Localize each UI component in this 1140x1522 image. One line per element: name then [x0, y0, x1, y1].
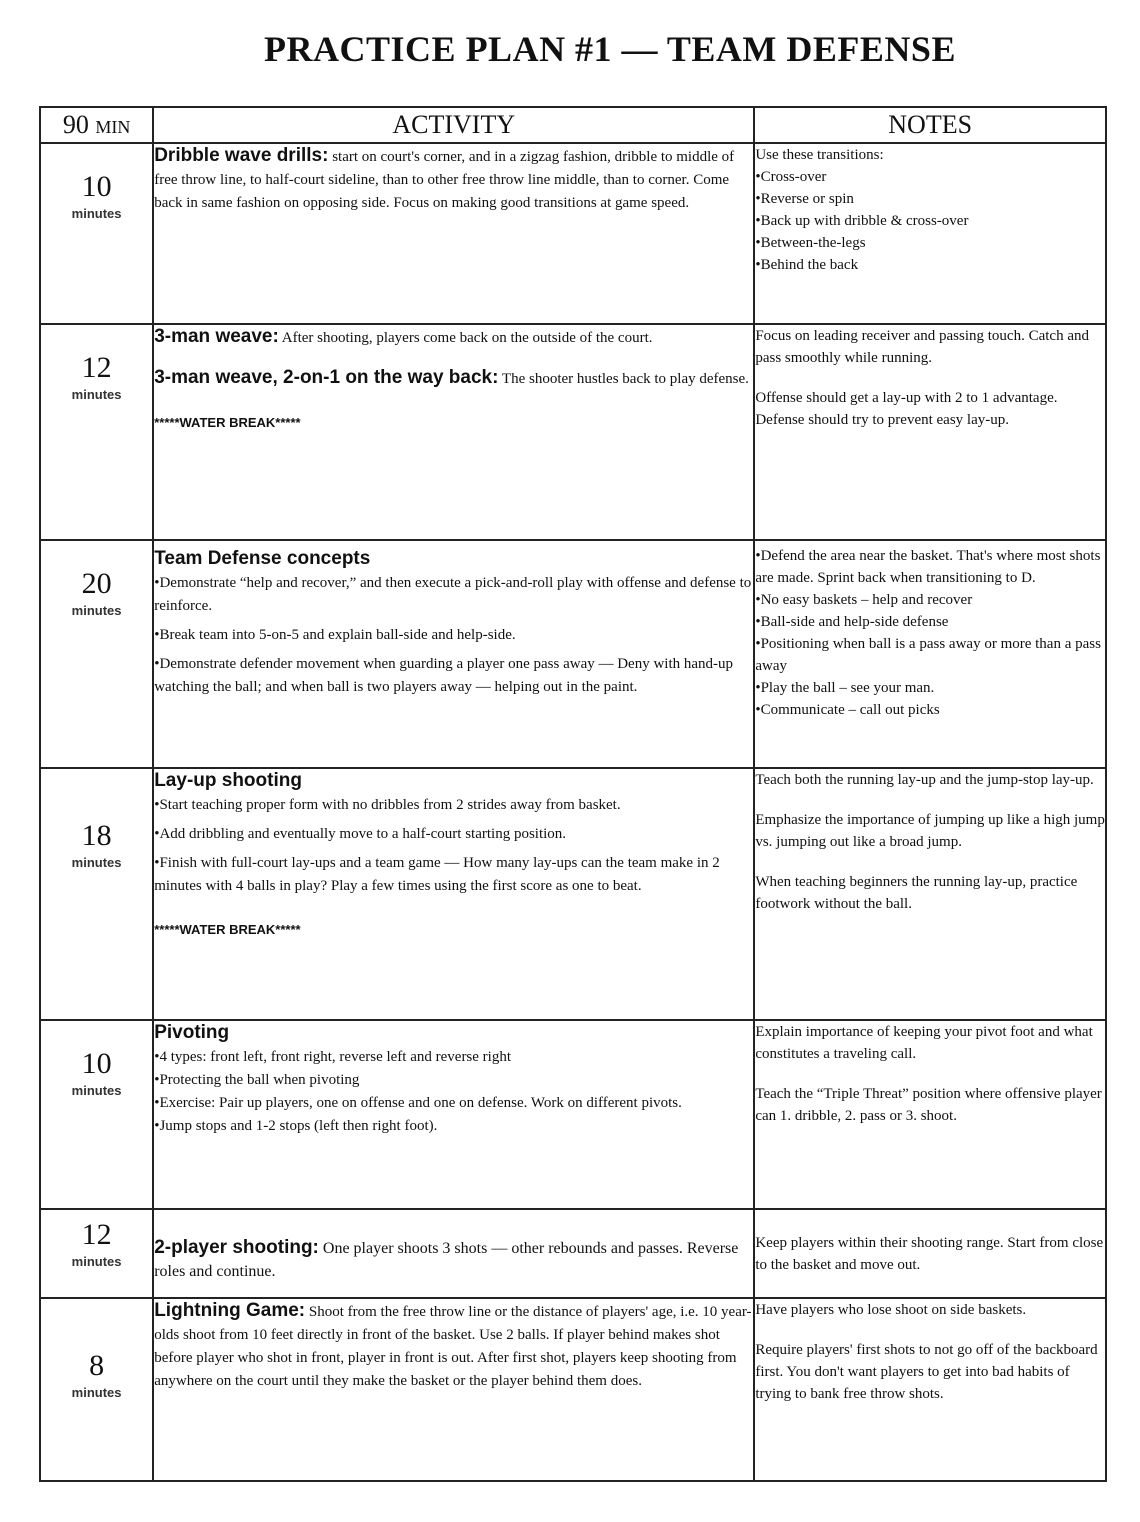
notes-cell — [754, 1020, 1106, 1209]
notes-cell — [754, 540, 1106, 768]
duration-unit: minutes — [71, 1083, 122, 1098]
activity-description: Shoot from the free throw line or the distance of players' age, i.e. 10 year-olds shoot from 10 feet directly in front of the basket. Use 2 balls. If player behind makes shot before player who shot in front, player in front is out. After first shot, players keep shooting from anywhere on the court until they make the basket or the player behind them does. — [154, 1304, 752, 1389]
activity-list — [154, 572, 753, 699]
list-item: • Reverse or spin — [755, 188, 1105, 210]
notes-paragraph: Keep players within their shooting range. Start from close to the basket and move out. — [755, 1235, 1104, 1273]
duration-number: 8 — [89, 1349, 105, 1382]
duration-cell — [40, 1020, 153, 1209]
activity-cell — [153, 1020, 754, 1209]
duration-number: 18 — [81, 819, 112, 852]
duration-cell — [40, 1209, 153, 1298]
list-item: • Finish with full-court lay-ups and a team game — How many lay-ups can the team make in 2 minutes with 4 balls in play? Play a few times using the first score as one to beat. — [154, 852, 753, 898]
notes-cell — [754, 768, 1106, 1020]
table-row — [40, 1209, 1106, 1298]
list-item: • Play the ball – see your man. — [755, 677, 1105, 699]
notes-cell — [754, 1209, 1106, 1298]
duration-unit: minutes — [71, 387, 122, 402]
activity-cell — [153, 1209, 754, 1298]
list-item: • 4 types: front left, front right, reverse left and reverse right — [154, 1046, 753, 1069]
notes-paragraph: Have players who lose shoot on side baskets. — [755, 1302, 1027, 1318]
notes-paragraph: Teach both the running lay-up and the jump-stop lay-up. — [755, 772, 1094, 788]
table-header-row — [40, 107, 1106, 143]
notes-cell — [754, 143, 1106, 324]
duration-cell — [40, 540, 153, 768]
list-item: • Add dribbling and eventually move to a half-court starting position. — [154, 823, 753, 846]
practice-plan-table — [39, 106, 1107, 1482]
duration-unit: minutes — [71, 206, 122, 221]
list-item: • Back up with dribble & cross-over — [755, 210, 1105, 232]
notes-cell — [754, 1298, 1106, 1481]
list-item: • Defend the area near the basket. That's where most shots are made. Sprint back when transitioning to D. — [755, 545, 1105, 589]
activity-description: The shooter hustles back to play defense. — [501, 371, 749, 387]
list-item: • Communicate – call out picks — [755, 699, 1105, 721]
notes-paragraph: Focus on leading receiver and passing touch. Catch and pass smoothly while running. — [755, 328, 1089, 366]
notes-cell — [754, 324, 1106, 540]
list-item: • Exercise: Pair up players, one on offense and one on defense. Work on different pivots. — [154, 1092, 753, 1115]
list-item: • Between-the-legs — [755, 232, 1105, 254]
duration-cell — [40, 1298, 153, 1481]
activity-heading: 3-man weave, 2-on-1 on the way back: — [154, 367, 499, 388]
list-item: • Positioning when ball is a pass away or more than a pass away — [755, 633, 1105, 677]
notes-column-header: NOTES — [754, 107, 1106, 143]
list-item: • Demonstrate “help and recover,” and then execute a pick-and-roll play with offense and defense to reinforce. — [154, 572, 753, 618]
table-row — [40, 1020, 1106, 1209]
duration-number: 12 — [81, 351, 112, 384]
list-item: • Protecting the ball when pivoting — [154, 1069, 753, 1092]
notes-paragraph: Emphasize the importance of jumping up like a high jump vs. jumping out like a broad jump. — [755, 812, 1105, 850]
activity-column-header: ACTIVITY — [153, 107, 754, 143]
total-minutes: 90 — [62, 110, 89, 139]
page-title: PRACTICE PLAN #1 — TEAM DEFENSE — [264, 29, 956, 69]
list-item: • Break team into 5-on-5 and explain ball-side and help-side. — [154, 624, 753, 647]
table-row — [40, 768, 1106, 1020]
activity-list — [154, 794, 753, 898]
notes-list — [755, 166, 1105, 276]
notes-paragraph: When teaching beginners the running lay-up, practice footwork without the ball. — [755, 874, 1078, 912]
duration-unit: minutes — [71, 603, 122, 618]
activity-heading: Lightning Game: — [154, 1300, 306, 1321]
duration-cell — [40, 324, 153, 540]
activity-cell — [153, 143, 754, 324]
list-item: • Cross-over — [755, 166, 1105, 188]
table-row — [40, 540, 1106, 768]
activity-cell — [153, 1298, 754, 1481]
activity-cell — [153, 540, 754, 768]
table-row — [40, 1298, 1106, 1481]
notes-list — [755, 545, 1105, 721]
duration-cell — [40, 768, 153, 1020]
list-item: • Start teaching proper form with no dribbles from 2 strides away from basket. — [154, 794, 753, 817]
notes-paragraph: Teach the “Triple Threat” position where offensive player can 1. dribble, 2. pass or 3. shoot. — [755, 1086, 1102, 1124]
activity-list — [154, 1046, 753, 1138]
duration-number: 10 — [81, 170, 112, 203]
activity-heading: Lay-up shooting — [154, 770, 302, 791]
list-item: • Behind the back — [755, 254, 1105, 276]
duration-unit: minutes — [71, 855, 122, 870]
duration-number: 20 — [81, 567, 112, 600]
duration-number: 12 — [81, 1218, 112, 1251]
activity-heading: Pivoting — [154, 1022, 230, 1043]
list-item: • Demonstrate defender movement when guarding a player one pass away — Deny with hand-up watching the ball; and when ball is two players away — helping out in the paint. — [154, 653, 753, 699]
activity-heading: Dribble wave drills: — [154, 145, 329, 166]
notes-paragraph: Explain importance of keeping your pivot foot and what constitutes a traveling call. — [755, 1024, 1093, 1062]
activity-heading: 2-player shooting: — [154, 1237, 319, 1258]
list-item: • Ball-side and help-side defense — [755, 611, 1105, 633]
minutes-column-header — [40, 107, 153, 143]
water-break-label: *****WATER BREAK***** — [154, 922, 301, 937]
minutes-unit-label: MIN — [95, 117, 131, 137]
notes-intro: Use these transitions: — [755, 147, 884, 163]
activity-description: After shooting, players come back on the outside of the court. — [281, 330, 653, 346]
activity-description: start on court's corner, and in a zigzag fashion, dribble to middle of free throw line, to half-court sideline, than to other free throw line middle, than to corner. Come back in same fashion on opposing side. Focus on making good transitions at game speed. — [154, 149, 735, 211]
table-row — [40, 143, 1106, 324]
list-item: • Jump stops and 1-2 stops (left then right foot). — [154, 1115, 753, 1138]
activity-cell — [153, 324, 754, 540]
duration-unit: minutes — [71, 1254, 122, 1269]
notes-paragraph: Offense should get a lay-up with 2 to 1 advantage. Defense should try to prevent easy lay-up. — [755, 390, 1058, 428]
table-row — [40, 324, 1106, 540]
duration-number: 10 — [81, 1047, 112, 1080]
water-break-label: *****WATER BREAK***** — [154, 415, 301, 430]
list-item: • No easy baskets – help and recover — [755, 589, 1105, 611]
duration-cell — [40, 143, 153, 324]
activity-description: One player shoots 3 shots — other rebounds and passes. Reverse roles and continue. — [154, 1240, 739, 1280]
duration-unit: minutes — [71, 1385, 122, 1400]
activity-heading: 3-man weave: — [154, 326, 279, 347]
notes-paragraph: Require players' first shots to not go off of the backboard first. You don't want players to get into bad habits of trying to bank free throw shots. — [755, 1342, 1098, 1402]
activity-cell — [153, 768, 754, 1020]
activity-heading: Team Defense concepts — [154, 548, 371, 569]
